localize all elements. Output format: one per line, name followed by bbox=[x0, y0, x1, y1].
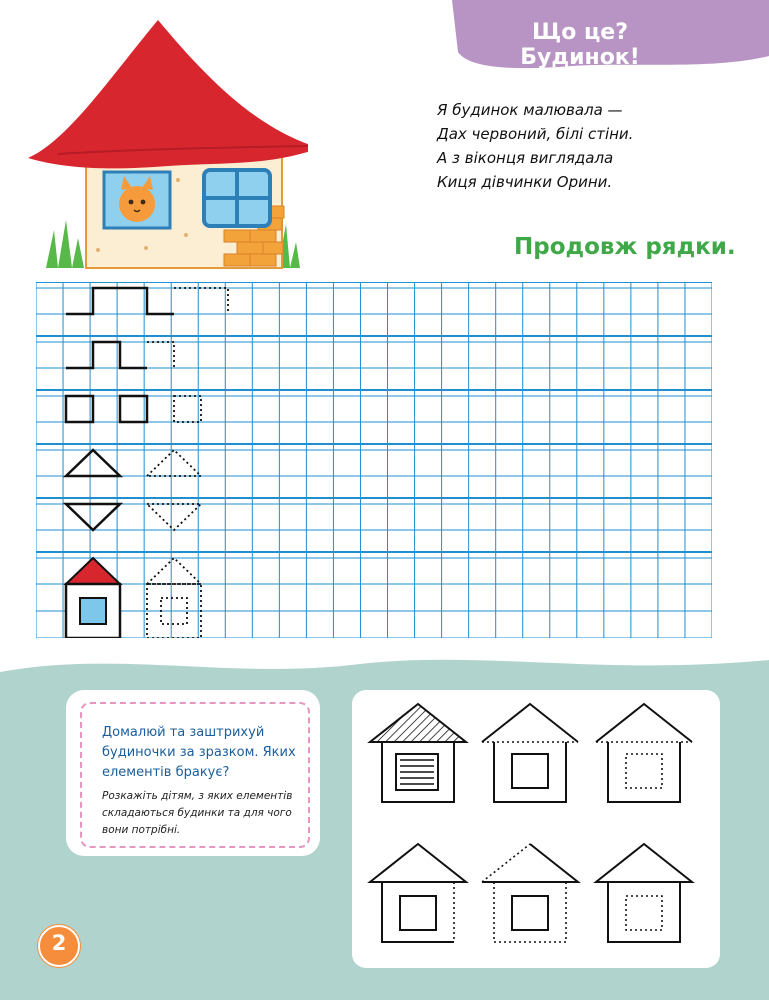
house-with-cat-illustration bbox=[28, 20, 308, 275]
poem-line: А з віконця виглядала bbox=[437, 149, 614, 167]
pattern-small-steps-dotted bbox=[147, 342, 174, 368]
pattern-steps-dotted bbox=[174, 288, 228, 314]
pattern-house-sample bbox=[66, 558, 120, 638]
page-title: Що це? Будинок! bbox=[520, 20, 640, 70]
poem-line: Киця дівчинки Орини. bbox=[437, 173, 613, 191]
task-parent-note: Розкажіть дітям, з яких елементів складаються будинки та для чого вони потрібні. bbox=[102, 790, 293, 836]
houses-drawing-area bbox=[352, 690, 720, 968]
instruction-continue-rows: Продовж рядки. bbox=[514, 234, 736, 260]
task-instruction: Домалюй та заштрихуй будиночки за зразком. Яких елементів бракує? bbox=[102, 725, 296, 780]
house-sample-hatched bbox=[370, 704, 466, 802]
pattern-roof-sample bbox=[66, 450, 120, 476]
house-dotted-window-2 bbox=[596, 844, 692, 942]
house-dotted-window bbox=[596, 704, 692, 802]
poem-line: Дах червоний, білі стіни. bbox=[437, 125, 634, 143]
pattern-squares-sample bbox=[66, 396, 147, 422]
pattern-small-steps-sample bbox=[66, 342, 147, 368]
pattern-inverted-roof-dotted bbox=[147, 504, 201, 530]
house-dotted-left-roof bbox=[482, 844, 578, 942]
pattern-house-dotted bbox=[147, 558, 201, 638]
grid-lines bbox=[36, 282, 712, 638]
house-missing-roof-line bbox=[482, 704, 578, 802]
pattern-squares-dotted bbox=[174, 396, 201, 422]
pattern-roof-dotted bbox=[147, 450, 201, 476]
house-dotted-wall bbox=[370, 844, 466, 942]
tracing-grid bbox=[36, 282, 712, 638]
poem bbox=[437, 98, 757, 194]
pattern-steps-sample bbox=[66, 288, 174, 314]
pattern-inverted-roof-sample bbox=[66, 504, 120, 530]
poem-line: Я будинок малювала — bbox=[437, 101, 623, 119]
page-number: 2 bbox=[51, 931, 67, 955]
